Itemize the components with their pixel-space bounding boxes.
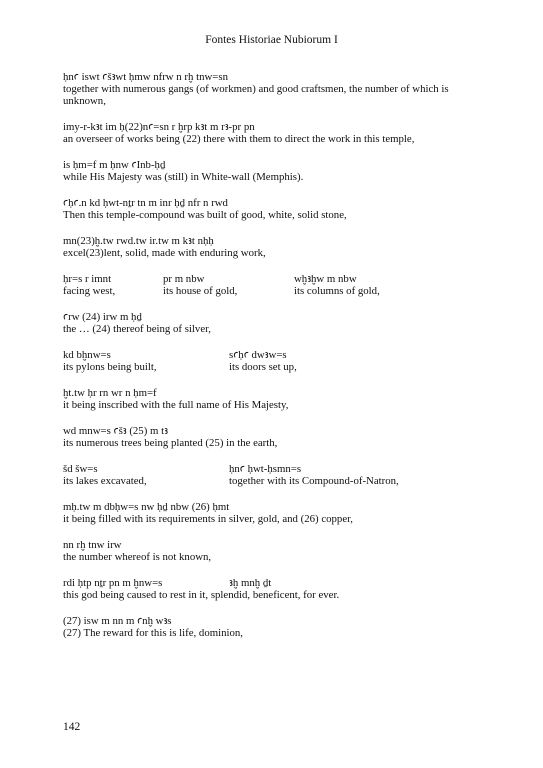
transliteration-cell: kd bḫnw=s — [63, 349, 111, 362]
transliteration-cell: rdi ḥtp nṯr pn m ḫnw=s — [63, 577, 163, 590]
translation-line: while His Majesty was (still) in White-wall (Memphis). — [63, 171, 304, 184]
translation-cell: its doors set up, — [229, 361, 297, 374]
transliteration-line: mḥ.tw m dbḥw=s nw ḥḏ nbw (26) ḥmt — [63, 501, 230, 514]
verse-entry-three-column — [63, 273, 483, 297]
verse-entry — [63, 577, 483, 601]
verse-entry — [63, 311, 483, 335]
transliteration-line: ḥnꜥ iswt ꜥšꜣwt ḥmw nfrw n rḫ tnw=sn — [63, 71, 228, 83]
translation-cell: its lakes excavated, — [63, 475, 147, 488]
translation-line: (27) The reward for this is life, dominion, — [63, 627, 244, 640]
transliteration-line: ꜥḥꜥ.n kd ḥwt-nṯr tn m inr ḥḏ nfr n rwd — [63, 197, 228, 210]
translation-line: it being filled with its requirements in silver, gold, and (26) copper, — [63, 513, 353, 526]
transliteration-line: ḫt.tw ḥr rn wr n ḥm=f — [63, 387, 157, 400]
transliteration-cell: wḫꜣḫw m nbw — [294, 273, 357, 286]
transliteration-line: nn rḫ tnw irw — [63, 539, 122, 552]
verse-entry — [63, 615, 483, 639]
transliteration-line: wd mnw=s ꜥšꜣ (25) m tꜣ — [63, 425, 168, 438]
translation-cell: facing west, — [63, 285, 116, 298]
translation-line: it being inscribed with the full name of His Majesty, — [63, 399, 289, 412]
text-body — [63, 71, 483, 653]
verse-entry — [63, 387, 483, 411]
translation-cell: its columns of gold, — [294, 285, 380, 298]
transliteration-line: ꜥrw (24) irw m ḥḏ — [63, 311, 142, 324]
transliteration-cell: pr m nbw — [163, 273, 205, 286]
transliteration-row — [63, 349, 483, 361]
translation-cell: together with its Compound-of-Natron, — [229, 475, 399, 488]
translation-line: excel(23)lent, solid, made with enduring work, — [63, 247, 266, 260]
translation-line: the number whereof is not known, — [63, 551, 212, 564]
verse-entry — [63, 235, 483, 259]
translation-cell: its house of gold, — [163, 285, 238, 298]
verse-entry — [63, 501, 483, 525]
translation-line: Then this temple-compound was built of good, white, solid stone, — [63, 209, 347, 222]
transliteration-cell: šd šw=s — [63, 463, 98, 476]
transliteration-row — [63, 577, 483, 589]
verse-entry — [63, 197, 483, 221]
translation-line: an overseer of works being (22) there with them to direct the work in this temple, — [63, 133, 415, 146]
page-number: 142 — [63, 721, 81, 733]
verse-entry — [63, 425, 483, 449]
translation-line: its numerous trees being planted (25) in the earth, — [63, 437, 278, 450]
verse-entry — [63, 539, 483, 563]
translation-row — [63, 361, 483, 373]
transliteration-cell: sꜥḥꜥ dwꜣw=s — [229, 349, 287, 362]
verse-entry-two-column — [63, 463, 483, 487]
running-header: Fontes Historiae Nubiorum I — [205, 34, 338, 46]
verse-entry — [63, 159, 483, 183]
transliteration-row — [63, 273, 483, 285]
transliteration-line: mn(23)ḫ.tw rwd.tw ir.tw m kꜣt nḥḥ — [63, 235, 214, 248]
transliteration-line: is ḥm=f m ḥnw ꜥInb-ḥḏ — [63, 159, 166, 172]
transliteration-line: imy-r-kꜣt im ḥ(22)nꜥ=sn r ḫrp kꜣt m rꜣ-pr pn — [63, 121, 255, 134]
translation-cell: its pylons being built, — [63, 361, 157, 374]
transliteration-cell: ḥnꜥ ḥwt-ḥsmn=s — [229, 463, 302, 476]
transliteration-cell: ḥr=s r imnt — [63, 273, 112, 286]
transliteration-row — [63, 463, 483, 475]
verse-entry — [63, 121, 483, 145]
transliteration-line: (27) isw m nn m ꜥnḫ wꜣs — [63, 615, 172, 628]
translation-row — [63, 475, 483, 487]
translation-line: this god being caused to rest in it, splendid, beneficent, for ever. — [63, 589, 340, 602]
verse-entry — [63, 71, 483, 108]
translation-row — [63, 285, 483, 297]
verse-entry-two-column — [63, 349, 483, 373]
translation-line: together with numerous gangs (of workmen) and good craftsmen, the number of which is unknown, — [63, 83, 449, 108]
translation-line: the … (24) thereof being of silver, — [63, 323, 211, 336]
transliteration-cell: ꜣḫ mnḫ ḏt — [229, 577, 272, 590]
